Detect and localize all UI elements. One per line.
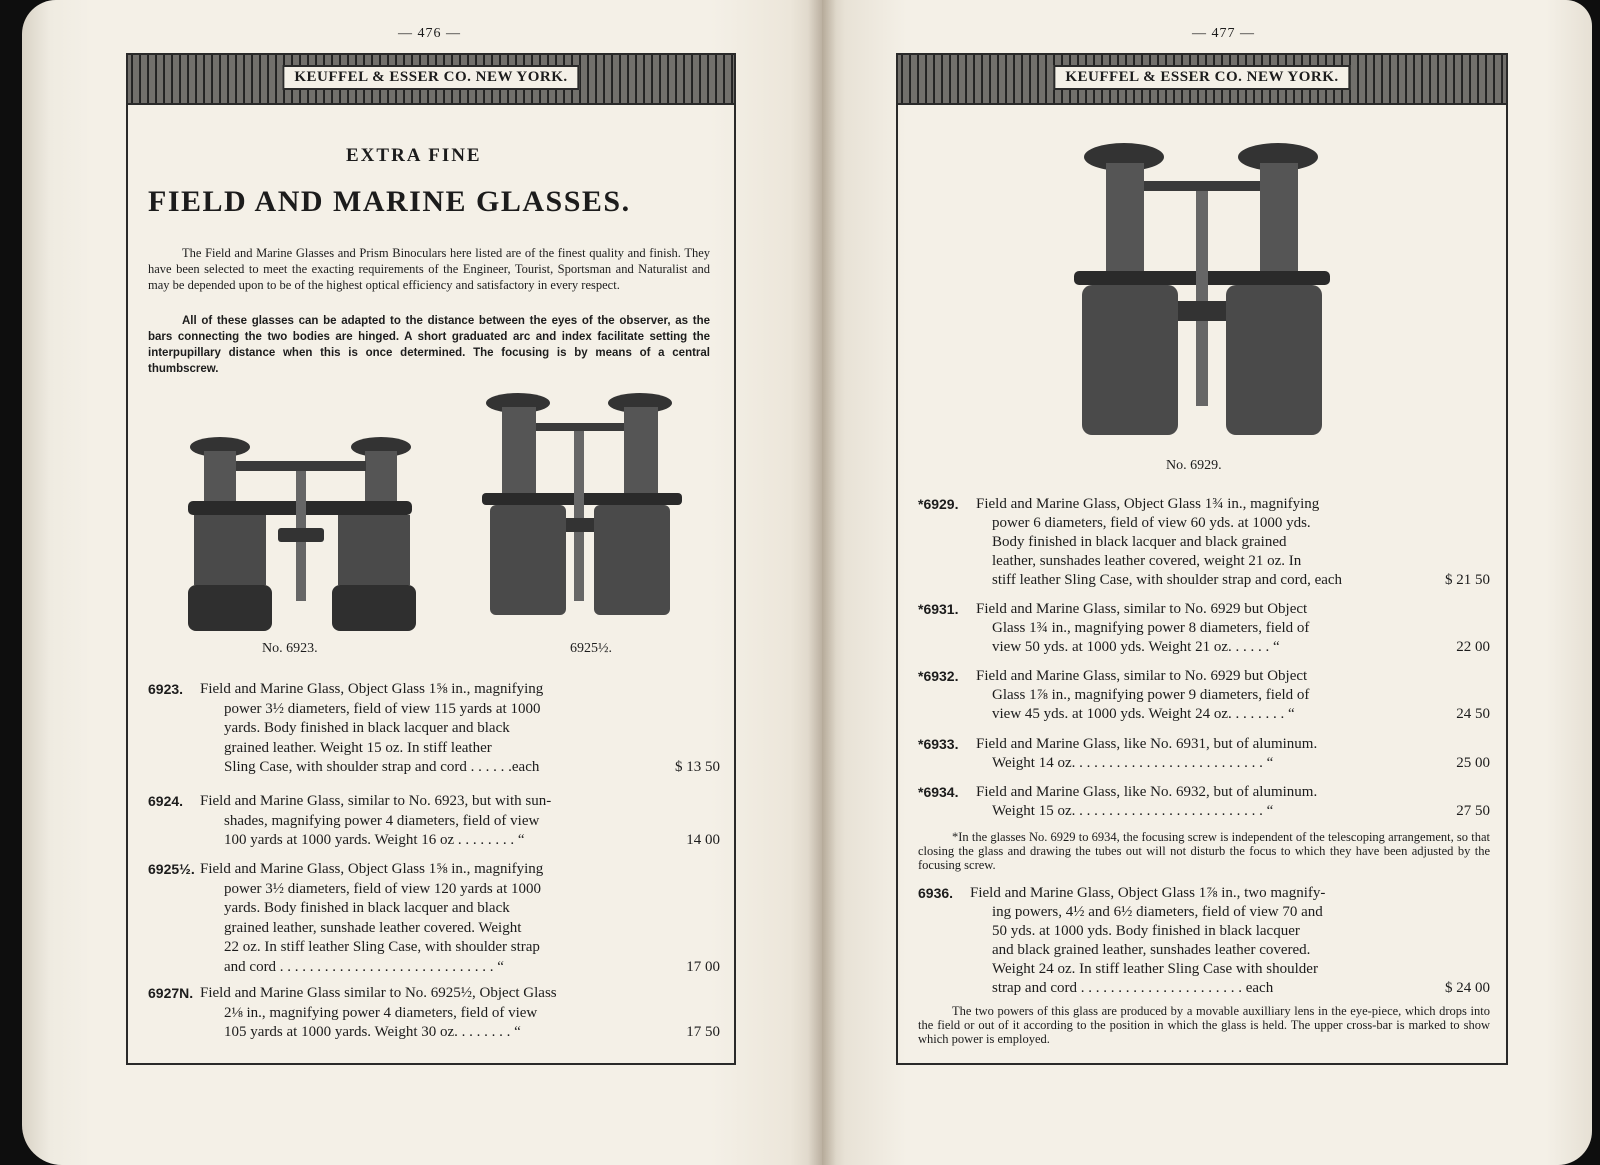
page-title: FIELD AND MARINE GLASSES. [148, 185, 631, 218]
item-number: *6932. [918, 668, 959, 684]
item-description-line: 2⅛ in., magnifying power 4 diameters, field of view [224, 1004, 538, 1021]
catalog-entry [148, 680, 720, 778]
item-description-line: and black grained leather, sunshades leather covered. [992, 942, 1311, 958]
item-description-line: Sling Case, with shoulder strap and cord . . . . . .each [224, 759, 540, 775]
item-description-line: Field and Marine Glass, like No. 6931, but of aluminum. [976, 736, 1318, 752]
item-number: *6934. [918, 784, 959, 800]
item-description-line: power 3½ diameters, field of view 120 yards at 1000 [224, 880, 541, 897]
item-description-line: yards. Body finished in black lacquer and black [224, 900, 510, 916]
item-price: 17 50 [686, 1024, 720, 1040]
item-description-line: Glass 1⅞ in., magnifying power 9 diameters, field of [992, 687, 1310, 703]
item-description-line: view 50 yds. at 1000 yds. Weight 21 oz. . . . . . “ [992, 639, 1280, 655]
caption-6923: No. 6923. [262, 641, 318, 656]
item-description-line: leather, sunshades leather covered, weight 21 oz. In [992, 553, 1302, 569]
binocular-6929-illustration [1072, 141, 1332, 451]
item-price: $ 24 00 [1445, 980, 1490, 996]
header-ornament [898, 55, 1506, 105]
catalog-entry [918, 495, 1490, 590]
item-number: *6929. [918, 496, 959, 512]
item-description-line: strap and cord . . . . . . . . . . . . . . . . . . . . . . each [992, 980, 1274, 996]
firm-name: KEUFFEL & ESSER CO. NEW YORK. [282, 65, 579, 90]
item-description-line: Body finished in black lacquer and black grained [992, 534, 1287, 550]
item-description-line: stiff leather Sling Case, with shoulder strap and cord, each [992, 572, 1343, 588]
catalog-entry [918, 783, 1490, 821]
item-price: $ 13 50 [675, 759, 720, 775]
item-price: 27 50 [1456, 803, 1490, 819]
item-price: 14 00 [686, 832, 720, 848]
catalog-entry [148, 792, 720, 851]
item-description-line: and cord . . . . . . . . . . . . . . . . . . . . . . . . . . . . . “ [224, 958, 504, 975]
item-description-line: Glass 1¾ in., magnifying power 8 diameters, field of [992, 620, 1310, 636]
item-description-line: Field and Marine Glass similar to No. 6925½, Object Glass [200, 985, 557, 1001]
item-description-line: Field and Marine Glass, Object Glass 1⅝ in., magnifying [200, 681, 544, 697]
subtitle: EXTRA FINE [346, 145, 482, 166]
caption-6929: No. 6929. [1166, 458, 1222, 473]
firm-name: KEUFFEL & ESSER CO. NEW YORK. [1053, 65, 1350, 90]
page-number: — 477 — [1192, 26, 1255, 41]
binocular-6923-illustration [178, 433, 418, 638]
footnote-focusing: *In the glasses No. 6929 to 6934, the focusing screw is independent of the telescoping arrangement, so that closing the glass and drawing the tubes out will not disturb the focus to which they have been adjusted by the focusing screw. [918, 830, 1490, 872]
caption-6925: 6925½. [570, 641, 612, 656]
item-description-line: ing powers, 4½ and 6½ diameters, field of view 70 and [992, 904, 1323, 920]
item-price: 24 50 [1456, 706, 1490, 722]
item-description-line: grained leather, sunshade leather covered. Weight [224, 919, 522, 936]
item-description-line: Field and Marine Glass, Object Glass 1¾ in., magnifying [976, 496, 1320, 512]
item-price: $ 21 50 [1445, 572, 1490, 588]
catalog-entry [148, 984, 720, 1043]
page-number: — 476 — [398, 26, 461, 41]
item-price: 22 00 [1456, 639, 1490, 655]
item-description-line: Weight 15 oz. . . . . . . . . . . . . . . . . . . . . . . . . . “ [992, 803, 1274, 819]
item-number: 6923. [148, 681, 184, 697]
intro-paragraph-2: All of these glasses can be adapted to the distance between the eyes of the observer, as the bars connecting the two bodies are hinged. A short graduated arc and index facilitate setting the interpupillary distance when this is once determined. The focusing is by means of a central thumbscrew. [148, 315, 710, 375]
item-description-line: 105 yards at 1000 yards. Weight 30 oz. . . . . . . . “ [224, 1024, 521, 1040]
catalog-entry [918, 667, 1490, 724]
item-description-line: power 3½ diameters, field of view 115 yards at 1000 [224, 700, 541, 717]
item-description-line: 50 yds. at 1000 yds. Body finished in black lacquer [992, 923, 1300, 939]
page-frame [126, 53, 736, 1065]
item-description-line: 22 oz. In stiff leather Sling Case, with shoulder strap [224, 939, 540, 955]
item-price: 25 00 [1456, 755, 1490, 771]
item-description-line: Weight 24 oz. In stiff leather Sling Case with shoulder [992, 961, 1318, 977]
item-description-line: view 45 yds. at 1000 yds. Weight 24 oz. . . . . . . . “ [992, 706, 1295, 722]
item-description-line: Field and Marine Glass, Object Glass 1⅞ in., two magnify- [970, 885, 1326, 901]
item-number: 6925½. [148, 861, 195, 877]
footnote-powers: The two powers of this glass are produced by a movable auxilliary lens in the eye-piece, which drops into the field or out of it according to the position in which the glass is held. The upper cross-bar is marked to show which power is employed. [918, 1004, 1490, 1046]
binocular-6925-illustration [478, 393, 688, 628]
header-ornament [128, 55, 734, 105]
item-number: *6931. [918, 601, 959, 617]
catalog-entry [918, 735, 1490, 773]
item-number: *6933. [918, 736, 959, 752]
item-number: 6927N. [148, 985, 194, 1001]
intro-paragraph: The Field and Marine Glasses and Prism Binoculars here listed are of the finest quality and finish. They have been selected to meet the exacting requirements of the Engineer, Tourist, Sportsman and Naturalist and may be depended upon to be of the highest optical efficiency and satisfactory in every respect. [148, 246, 710, 292]
item-number: 6936. [918, 885, 954, 901]
item-description-line: Field and Marine Glass, similar to No. 6929 but Object [976, 601, 1308, 617]
page-frame [896, 53, 1508, 1065]
item-description-line: Field and Marine Glass, like No. 6932, but of aluminum. [976, 784, 1318, 800]
book-gutter [808, 0, 836, 1165]
right-page [822, 0, 1592, 1165]
catalog-entry [148, 860, 720, 977]
catalog-entry [918, 884, 1490, 998]
item-description-line: Weight 14 oz. . . . . . . . . . . . . . . . . . . . . . . . . . “ [992, 755, 1274, 771]
item-description-line: Field and Marine Glass, similar to No. 6923, but with sun- [200, 793, 552, 809]
item-description-line: 100 yards at 1000 yards. Weight 16 oz . . . . . . . . “ [224, 832, 525, 848]
item-description-line: Field and Marine Glass, Object Glass 1⅝ in., magnifying [200, 861, 544, 877]
item-description-line: power 6 diameters, field of view 60 yds. at 1000 yds. [992, 515, 1311, 531]
item-description-line: grained leather. Weight 15 oz. In stiff leather [224, 739, 492, 756]
left-page [22, 0, 822, 1165]
item-description-line: yards. Body finished in black lacquer and black [224, 720, 510, 736]
item-number: 6924. [148, 793, 184, 809]
item-description-line: Field and Marine Glass, similar to No. 6929 but Object [976, 668, 1308, 684]
catalog-entry [918, 600, 1490, 657]
item-price: 17 00 [686, 958, 720, 975]
item-description-line: shades, magnifying power 4 diameters, field of view [224, 812, 540, 829]
